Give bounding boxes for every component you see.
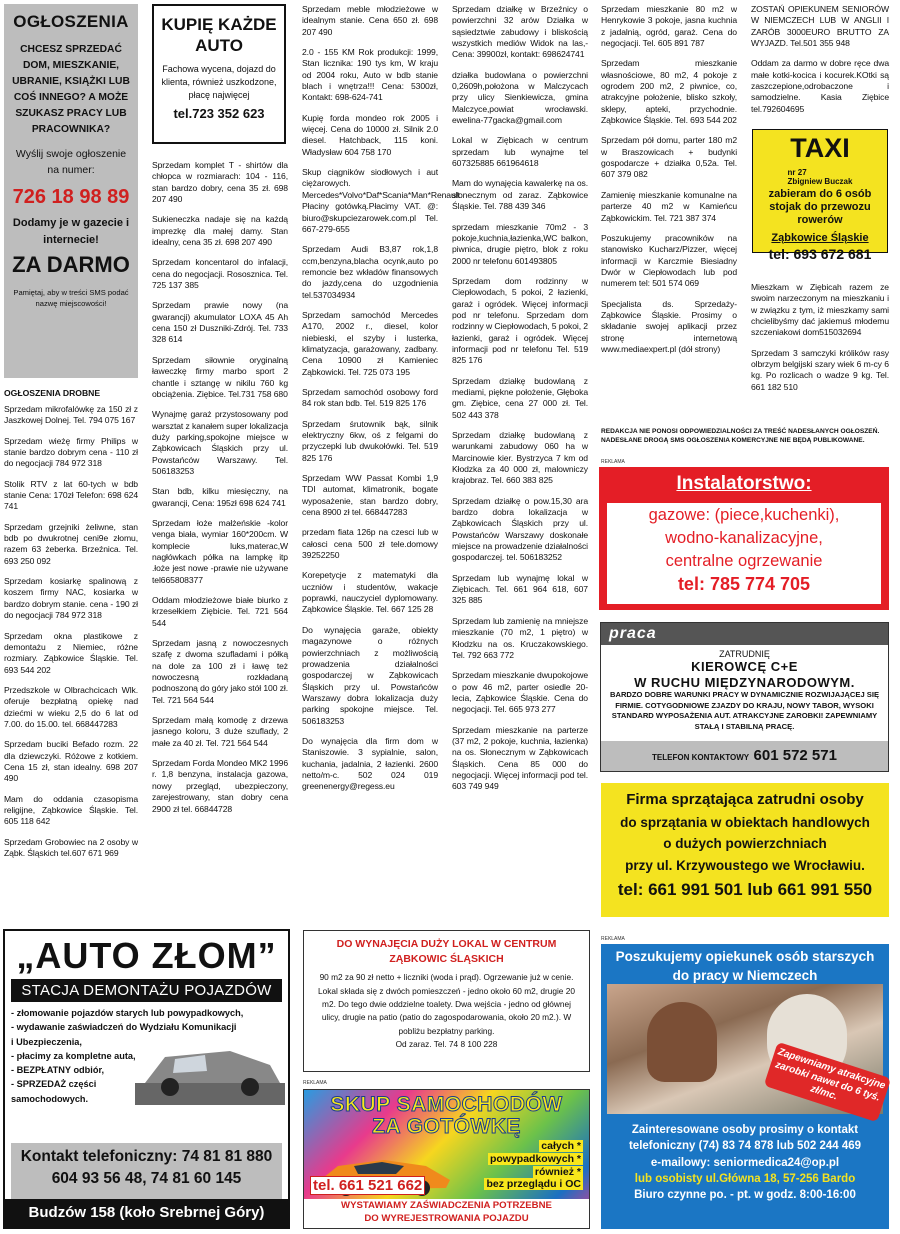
scrapyard-contact [11,1143,282,1202]
caregiver-title-1: Poszukujemy opiekunek osób starszych [615,949,875,964]
scrapyard-title: „AUTO ZŁOM” [16,935,277,976]
scrapyard-service-item: - złomowanie pojazdów starych lub powypadkowych, [11,1008,244,1018]
sms-footnote: Pamiętaj, aby w treści SMS podać nazwę miejscowości! [13,288,129,308]
sms-phone-number: 726 18 98 89 [12,186,130,209]
disclaimer [601,428,889,446]
car-buying-ad [303,1089,590,1229]
cleaning-phone: tel: 661 991 501 lub 661 991 550 [617,880,873,900]
plumbing-phone: tel: 785 774 705 [677,574,811,595]
classified-ad: Sprzedam łoże małżeńskie -kolor venga biała, wymiar 160*200cm. W komplecie luks,materac,W nagłówkach półka na lampkę itp .łoże jest nowe -prawie nie używane tel665808377 [152,517,288,585]
sms-ad-box [4,4,138,378]
free-label: ZA DARMO [12,252,130,278]
classified-ad: Sprzedam WW Passat Kombi 1,9 TDI automat, klimatronik, bogate wyposażenie, stan bardzo dobry, cena 8900 zł tel. 668447283 [302,473,438,518]
classified-ad: Sprzedam okna plastikowe z demontażu z Niemiec, różne rozmiary. Ząbkowice Śląskie. Tel. 693 544 202 [4,630,138,675]
car-buying-condition: również * [534,1165,581,1178]
classified-ad: Sprzedam pół domu, parter 180 m2 w Braszowicach + budynki gospodarcze + działka 0,52a. Tel. 607 379 082 [601,135,737,180]
rental-ad [303,930,590,1072]
classified-ad: Sprzedam samochód Mercedes A170, 2002 r., diesel, kolor niebieski, el szyby i lusterka, klimatyzacja, garażowany, zadbany. Cena 10900 zł Kamieniec Ząbkowicki. Tel. 725 073 195 [302,309,438,377]
classified-ad: Skup ciągników siodłowych i aut ciężarowych. Mercedes*Volvo*Daf*Scania*Man*Renault Płaciny gotówką.Płacimy VAT. @: biuro@skupciezarowek.com.pl Tel. 667-279-655 [302,167,460,234]
scrapyard-phone-2: 604 93 56 48, 74 81 60 145 [51,1170,242,1188]
caregiver-email: e-mailowy: seniormedica24@op.pl [650,1156,840,1169]
scrapyard-service-item: samochodowych. [11,1093,89,1104]
buy-car-ad [152,4,286,144]
classified-ad: Sukieneczka nadaje się na każdą imprezkę dla małej damy. Stan idealny, cena 35 zł. 698 207 490 [152,214,288,248]
reklama-label-2: REKLAMA [303,1080,327,1086]
car-buying-title-2: ZA GOTÓWKĘ [372,1115,521,1139]
classified-ad: ZOSTAŃ OPIEKUNEM SENIORÓW W NIEMCZECH LUB W ANGLII I ZARÓB 3000EURO BRUTTO ZA WYJAZD. Tel.501 355 948 [751,4,889,49]
classifieds-column-4 [452,4,588,920]
rental-title: DO WYNAJĘCIA DUŻY LOKAL W CENTRUM [336,938,557,950]
classified-ad: Sprzedam kosiarkę spalinową z koszem firmy NAC, kosiarka w bardzo dobrym stanie. cena - 190 zł do negocjacji 784 972 318 [4,576,138,621]
buy-car-body: Fachowa wycena, dojazd do klienta, również uszkodzone, płacę najwięcej [161,63,277,100]
classified-ad: przedam fiata 126p na czesci lub w całosci cena 500 zł tele.domowy 39252250 [302,527,438,561]
caregiver-contact-line-1: Zainteresowane osoby prosimy o kontakt [631,1124,859,1136]
rental-phone: Od zaraz. Tel. 74 8 100 228 [395,1038,498,1049]
classified-ad: Sprzedam lub zamienię na mniejsze mieszkanie (70 m2, 1 piętro) w Kłodzku na os. Kruczakowskiego. Tel. 792 663 772 [452,615,588,660]
scrapyard-subtitle: STACJA DEMONTAŻU POJAZDÓW [11,979,282,1002]
caregiver-contact-line-2: telefoniczny (74) 83 74 878 lub 502 244 469 [628,1140,862,1153]
classified-ad: Sprzedam mieszkanie własnościowe, 80 m2, 4 pokoje z ogrodem 200 m2, 2 piwnice, co, atrakcyjne położenie, blisko szkoły, sklepy, apteki, przychodnie. Ząbkowice Śląskie. Tel. 693 544 202 [601,58,737,126]
plumbing-line-2: wodno-kanalizacyjne, [665,529,823,548]
driver-job-ad [600,622,889,772]
added-note: Dodamy je w gazecie i internecie! [12,217,130,246]
job-phone-label: TELEFON KONTAKTOWY [652,753,750,762]
classified-ad: Sprzedam mieszkanie 80 m2 w Henrykowie 3 pokoje, jasna kuchnia z jadalnią, ogród, garaż. Cena do negocjacji. Tel. 605 891 787 [601,4,737,49]
caregiver-title-2: do pracy w Niemczech [672,967,818,983]
car-buying-conditions [484,1140,583,1191]
section-title: OGŁOSZENIA [13,12,129,31]
scrapyard-service-item: - płacimy za kompletne auta, [11,1050,136,1061]
taxi-number: nr 27 [787,168,807,177]
classified-ad: Sprzedam wieżę firmy Philips w stanie bardzo dobrym cena - 110 zł do negocjacji 784 972 318 [4,435,138,469]
classified-ad: Sprzedam samochód osobowy ford 84 rok stan bdb. Tel. 519 825 176 [302,386,438,409]
scrapyard-ad [3,929,290,1229]
classified-ad: Sprzedam prawie nowy (na gwarancji) akumulator LOXA 45 Ah cena 150 zł Duszniki-Zdrój. Tel. 733 328 614 [152,300,288,345]
plumbing-title: Instalatorstwo: [676,473,812,494]
classified-ad: Lokal w Ziębicach w centrum sprzedam lub wynajme tel 607325885 661964618 [452,135,588,169]
car-buying-footer-1: WYSTAWIAMY ZAŚWIADCZENIA POTRZEBNE [341,1200,552,1211]
classified-ad: Mam do wynajęcia kawalerkę na os. słonecznym od zaraz. Ząbkowice Śląskie. Tel. 788 439 346 [452,178,588,212]
classified-ad: Poszukujemy pracowników na stanowisko Kucharz/Pizzer, więcej informacji w Karczmie Biesiadny Dwór w Ciepłowodach lub pod numerem tel: 501 574 069 [601,232,737,289]
classified-ad: działka budowlana o powierzchni 0,2609h,położona w Malczycach przy ulicy Sienkiewicza, gmina Malczyce,powiat wrocławski. ewelina-77gacka@gmail.com [452,69,588,126]
plumbing-ad [599,467,889,610]
sms-prompt: CHCESZ SPRZEDAĆ DOM, MIESZKANIE, UBRANIE, KSIĄŻKI LUB COŚ INNEGO? A MOŻE SZUKASZ PRACY LUB PRACOWNIKA? [12,44,130,135]
scrapyard-phone-1: Kontakt telefoniczny: 74 81 81 880 [20,1148,273,1165]
classified-ad: Mieszkam w Ziębicah razem ze swoim narzeczonym na mieszkaniu i w związku z tym, iż mieszkamy sami chcielibyśmy dać jakiemuś młodemu szczeniakowi dom515032694 [751,282,889,338]
taxi-body: zabieram do 6 osób stojak do przewozu rowerów [768,188,872,227]
crushed-car-image [135,1043,285,1105]
classified-ad: Stolik RTV z lat 60-tych w bdb stanie Cena: 170zł Telefon: 698 624 741 [4,478,138,512]
classified-ad: Sprzedam śrutownik bąk, silnik elektryczny 6kw, oś z felgami do przyczepki lub dwukołówki. Tel. 519 825 176 [302,418,438,463]
classified-ad: Specjalista ds. Sprzedaży- Ząbkowice Śląskie. Prosimy o składanie swojej aplikacji przez stronę internetową www.mediaexpert.pl (dół strony) [601,298,737,354]
classified-ad: Sprzedam działkę budowlaną z mediami, piękne położenie, Głęboka gm. Ziębice, cena 27 000 zł. Tel. 502 443 378 [452,375,588,420]
car-buying-condition: powypadkowych * [489,1152,581,1165]
classified-ad: Sprzedam Audi B3,87 rok,1,8 ccm,benzyna,blacha ocynk,auto po remoncie bez wkładów finansowych do jazdy,cena do uzgodnienia tel.537034934 [302,244,438,300]
classifieds-column-3 [302,4,460,920]
car-buying-phone: tel. 661 521 662 [310,1176,425,1195]
reklama-label-3: REKLAMA [601,936,625,942]
classified-ad: Przedszkole w Olbrachcicach Wlk. oferuje bezpłatną opiekę nad dziećmi w wieku 2,5 do 6 lat od 7.00. do 15.00. tel. 668447283 [4,684,138,729]
caregiver-salary-stamp: Zapewniamy atrakcyjne zarobki nawet do 6 tyś. zł/mc. [764,1042,891,1122]
scrapyard-service-item: i Ubezpieczenia, [11,1036,82,1047]
taxi-city: Ząbkowice Śląskie [771,231,869,244]
classified-ad: Sprzedam mieszkanie na parterze (37 m2, 2 pokoje, kuchnia, łazienka) na os. Słonecznym w Ząbkowicach Śląskich. Cena 85 000 do negocjacji. Więcej informacji pod tel. 603 749 949 [452,724,588,792]
caregiver-contact [601,1122,889,1204]
classified-ad: Sprzedam jasną z nowoczesnych szafę z dwoma szufladami i półką na dole za 100 zł i ławę też nowoczesną rozkładaną podnoszoną do góry jako stół 100 zł. Tel. 721 564 544 [152,638,288,705]
caregiver-hours: Biuro czynne po. - pt. w godz. 8:00-16:00 [634,1189,856,1202]
classified-ad: Do wynajęcia garaże, obiekty magazynowe o różnych powierzchniach z możliwością prowadzenia działalności gospodarczej w Ząbkowicach Śląskich przy ul. Powstańców Warszawy dobra lokalizacja duży parking spokojne miejsce. Tel. 506183253 [302,624,438,726]
disclaimer-text: REDAKCJA NIE PONOSI ODPOWIEDZIALNOŚCI ZA TREŚĆ NADESŁANYCH OGŁOSZEŃ. NADESŁANE DROGĄ SMS OGŁOSZENIA KOMERCYJNE NIE BĘDĄ PUBLIKOWANE. [601,428,880,444]
sms-instructions: Wyślij swoje ogłoszenie na numer: [15,147,127,176]
classified-ad: Sprzedam buciki Befado rozm. 22 dla dziewczyki. Różowe z kotkiem. Cena 15 zł, stan idealny. 698 207 490 [4,739,138,784]
cleaning-job-ad [601,783,889,917]
classified-ad: Sprzedam meble młodzieżowe w idealnym stanie. Cena 650 zł. 698 207 490 [302,4,438,37]
classified-ad: 2.0 - 155 KM Rok produkcji: 1999, Stan licznika: 190 tys km, W kraju od 2004 roku, Auto w bdb stanie blach i wnętrza!!! Cena: 5300zł, Kontakt: 698-624-741 [302,47,438,103]
taxi-word: TAXI [790,133,850,163]
caregiver-job-ad [601,944,889,1229]
car-buying-title-1: SKUP SAMOCHODÓW [330,1093,563,1116]
cleaning-line-4: przy ul. Krzywoustego we Wrocławiu. [625,857,865,873]
taxi-phone: tel: 693 672 681 [768,245,872,262]
classified-ad: Sprzedam małą komodę z drzewa jasnego koloru, 3 duże szuflady, 2 małe za 40 zł. Tel. 721 564 544 [152,715,288,748]
classified-ad: Sprzedam Grobowiec na 2 osoby w Ząbk. Śląskich tel.607 671 969 [4,836,138,858]
cleaning-line-3: o dużych powierzchniach [663,836,827,852]
car-buying-footer-2: DO WYREJESTROWANIA POJAZDU [364,1212,529,1224]
praca-banner: praca [601,623,888,645]
reklama-label: REKLAMA [601,459,625,465]
classifieds-column-1 [4,388,138,918]
classified-ad: Do wynajęcia dla firm dom w Staniszowie. 3 sypialnie, salon, kuchania, jadalnia, 2 łazienki. 2600 netto/m-c. 502 024 019 greenenergy@regess.eu [302,735,438,792]
plumbing-line-3: centralne ogrzewanie [665,552,823,571]
classifieds-column-5 [601,4,737,424]
classified-ad: Sprzedam grzejniki żeliwne, stan bdb po dwukrotnej ceni9e złomu, razem 63 żeberka. Brzeźnica. Tel. 693 250 092 [4,521,138,566]
rental-city: ZĄBKOWIC ŚLĄSKICH [389,953,504,966]
classified-ad: Sprzedam siłownie oryginalną ławeczkę firmy marbo sport 2 chantle i sztangę w nikilu 760 kg obciążenia. Ziębice. Tel.731 758 680 [152,354,288,399]
job-description: BARDZO DOBRE WARUNKI PRACY W DYNAMICZNIE ROZWIJAJĄCEJ SIĘ FIRMIE. COTYGODNIOWE ZJAZDY DO KRAJU, NOWY TABOR, WYSOKI STANDARD WYPOSAŻENIA AUT. ATRAKCYJNE ZAROBKI! ZAPEWNIAMY STAŁĄ I STABILNĄ PRACĘ. [609,690,880,732]
cleaning-line-2: do sprzątania w obiektach handlowych [620,814,870,830]
job-title: KIEROWCĘ C+E [691,659,798,674]
plumbing-line-1: gazowe: (piece,kuchenki), [648,506,840,524]
classified-ad: Zamienię mieszkanie komunalne na parterze 40 m2 w Kamieńcu Ząbkowickim. Tel. 721 387 374 [601,189,737,223]
classified-ad: Kupię forda mondeo rok 2005 i więcej. Cena do 10000 zł. Silnik 2.0 diesel. Hatchback, 115 koni. Władysław 604 758 170 [302,112,438,157]
classifieds-column-6-lower [751,282,889,422]
scrapyard-service-item: - SPRZEDAŻ części [11,1079,97,1090]
car-buying-condition: całych * [541,1140,581,1152]
classified-ad: Stan bdb, kilku miesięczny, na gwarancji, Cena: 195zł 698 624 741 [152,486,288,508]
classified-ad: Sprzedam działkę budowlaną z warunkami zabudowy 060 ha w Marcinowie kier. Bystrzyca 7 km od Kłodzka za 40 000 zł, malowniczy krajobraz. Tel. 660 383 825 [452,430,588,486]
job-phone: 601 572 571 [753,747,837,764]
classified-ad: Sprzedam 3 samczyki królików rasy olbrzym belgijski szary wiek 6 m-cy 6 kg. Po rozlicach o wadze 9 kg. Tel. 661 182 510 [751,347,889,392]
classified-ad: Sprzedam koncentarol do infalacji, cena do negocjacji. Rososznica. Tel. 725 137 385 [152,257,288,291]
classified-ad: sprzedam mieszkanie 70m2 - 3 pokoje,kuchnia,łazienka,WC balkon, piwnica, drugie piętro, blok z roku 2000 nr telefonu 601493805 [452,221,588,266]
classified-ad: Sprzedam mieszkanie dwupokojowe o pow 46 m2, parter osiedle 20-lecia, Ząbkowice Śląskie. Cena do negocjacji. Tel. 665 973 277 [452,670,588,715]
job-subtitle: W RUCHU MIĘDZYNARODOWYM. [634,674,855,690]
classified-ad: Sprzedam komplet T - shirtów dla chłopca w rozmiarach: 104 - 116, stan bardzo dobry, cena 35 zł. 698 207 490 [152,160,288,205]
car-buying-condition: bez przeglądu i OC [486,1178,581,1191]
classifieds-column-2 [152,160,288,920]
classified-ad: Wynajmę garaż przystosowany pod warsztat z kanałem super lokalizacja duży parking,spokojne miejsce w Ząbkowicach Śląskich przy ul. Powstańców Warszawy. Tel. 506183253 [152,409,288,476]
classified-ad: Oddam młodzieżowe białe biurko z krzesełkiem Ziębicie. Tel. 721 564 544 [152,595,288,628]
taxi-ad [752,129,888,262]
classified-ad: Sprzedam działkę w Brzeźnicy o powierzchni 32 arów Działka w sąsiedztwie zabudowy i bliskością wszystkich mediów Widok na las,- Cena: 39900zł, kontakt: 698624741 [452,4,588,60]
classifieds-column-6 [751,4,889,129]
classified-ad: Sprzedam Forda Mondeo MK2 1996 r. 1,8 benzyna, instalacja gazowa, nowy przegląd, ubezpieczony, zarejestrowany, stan dobry cena 2900 zł tel. 66844728 [152,758,289,814]
classifieds-header: OGŁOSZENIA DROBNE [4,388,101,398]
scrapyard-address: Budzów 158 (koło Srebrnej Góry) [5,1199,288,1227]
classified-ad: Sprzedam mikrofalówkę za 150 zł z Jaszkowej Dolnej. Tel. 794 075 167 [4,404,138,426]
buy-car-phone: tel.723 352 623 [173,105,265,121]
scrapyard-service-item: - wydawanie zaświadczeń do Wydziału Komunikacji [11,1022,237,1033]
job-hire: ZATRUDNIĘ [719,649,770,659]
buy-car-title: KUPIĘ KAŻDE AUTO [161,15,277,56]
classified-ad: Sprzedam lub wynajmę lokal w Ziębicach. Tel. 661 964 618, 607 325 885 [452,572,588,606]
rental-body: 90 m2 za 90 zł netto + liczniki (woda i prąd). Ogrzewanie już w cenie. Lokal składa się z dwóch pomieszczeń - jedno około 60 m2, drugie 20 m2. Do tego dwie oddzielne toalety. Dwa wejścia - jedno od głównej ulicy, drugie na patio (patio do zagospodarowania, około 20 m2.). W pobliżu bezpłatny parking. [318,972,575,1036]
classified-ad: Sprzedam działkę o pow.15,30 ara bardzo dobra lokalizacja w Ząbkowicach Śląskich przy ul. Powstańców Warszawy doskonałe miejsce na prowadzenie działalności gospodarczej. tel. 506183252 [452,495,588,563]
classified-ad: Mam do oddania czasopisma religijne, Ząbkowice Śląskie. Tel. 605 118 642 [4,793,138,827]
scrapyard-service-item: - BEZPŁATNY odbiór, [11,1065,105,1075]
classified-ad: Sprzedam dom rodzinny w Ciepłowodach, 5 pokoi, 2 łazienki, garaż i ogródek. Więcej informacji pod nr telefonu. Sprzedam dom rodzinny w Ciepłowodach, 5 pokoi, 2 łazienki, garaż i ogródek. Więcej informacji pod nr telefonu Tel. 519 825 176 [452,275,588,366]
cleaning-line-1: Firma sprzątająca zatrudni osoby [626,791,864,808]
taxi-driver-name: Zbigniew Buczak [787,177,853,186]
caregiver-address: lub osobisty ul.Główna 18, 57-256 Bardo [634,1172,856,1185]
classified-ad: Korepetycje z matematyki dla uczniów i studentów, wakacje poprawki, nauczyciel dyplomowany. Ząbkowice Śląskie. Tel. 667 125 28 [302,570,438,615]
classified-ad: Oddam za darmo w dobre ręce dwa małe kotki-kocica i kocurek.KOtki są zaszczepione,odrobaczone i samodzielne. Kasia Ziębice tel.792604695 [751,58,889,114]
